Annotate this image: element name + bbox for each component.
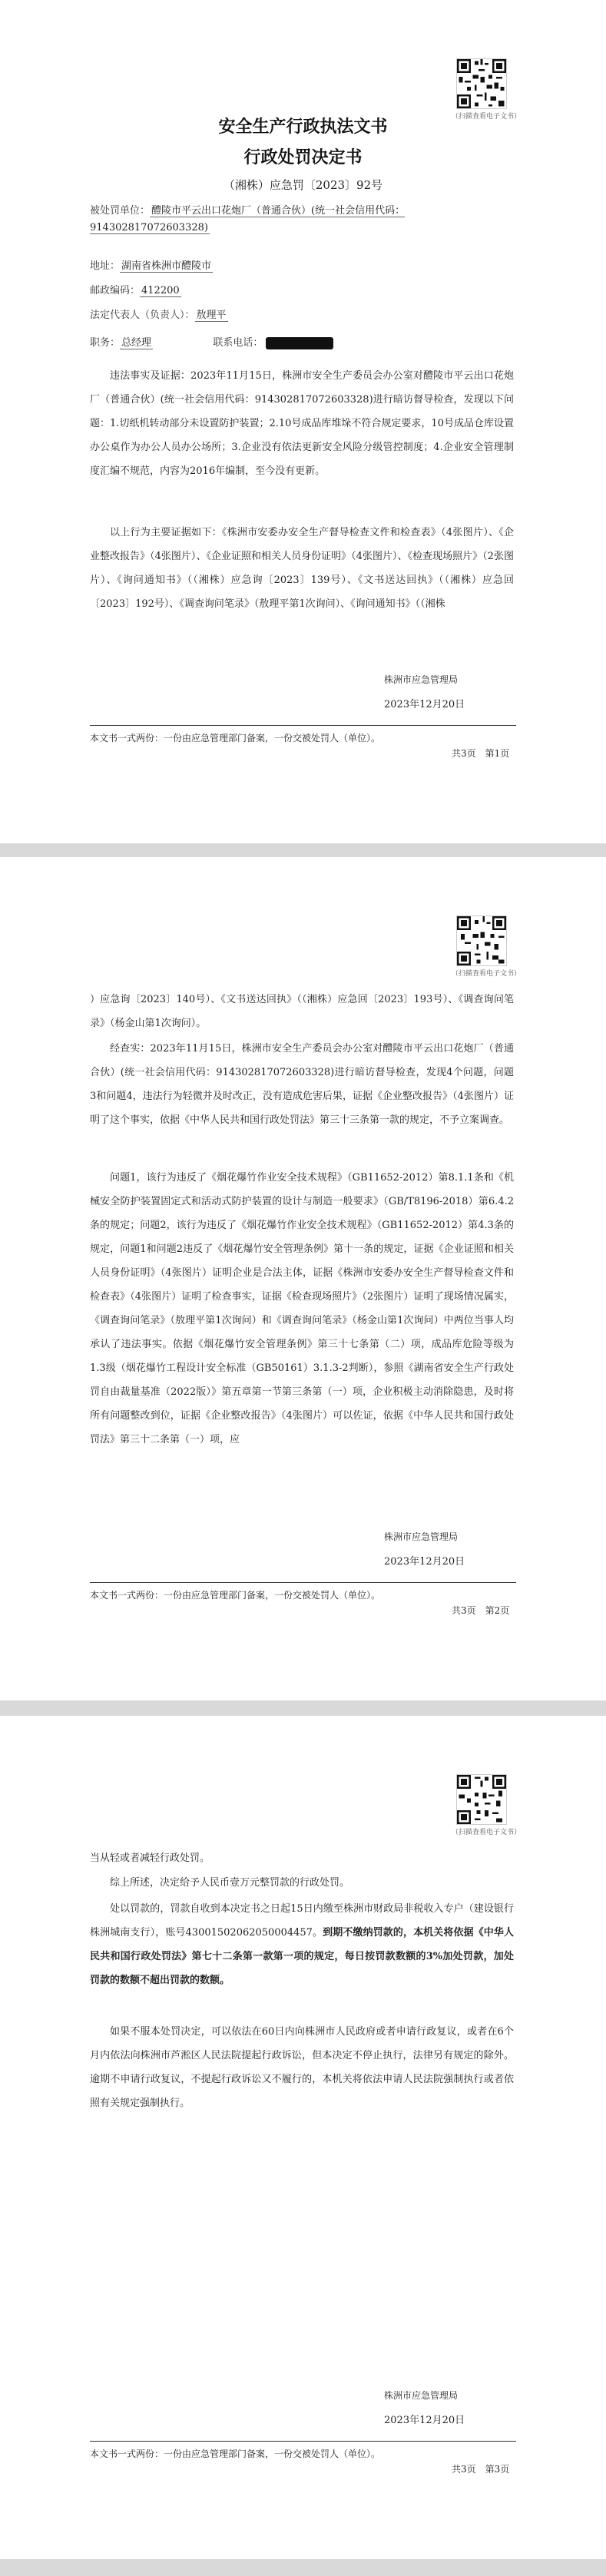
postcode-field [90, 283, 516, 300]
page-indicator: 共3页 第3页 [452, 2464, 510, 2475]
postcode-value: 412200 [141, 285, 180, 296]
qr-code-icon [456, 916, 507, 966]
page-indicator: 共3页 第2页 [452, 1605, 510, 1616]
footer-divider [90, 2441, 516, 2442]
payment-instructions: 处以罚款的，罚款自收到本决定书之日起15日内缴至株洲市财政局非税收入专户（建设银行株洲城南支行），账号43001502062050004457。 [90, 1903, 514, 1939]
footer-divider [90, 1582, 516, 1583]
legal-rep-label: 法定代表人（负责人）： [90, 310, 195, 321]
signature-org: 株洲市应急管理局 [384, 2390, 459, 2401]
signature-org: 株洲市应急管理局 [384, 674, 459, 685]
party-value: 醴陵市平云出口花炮厂（普通合伙）(统一社会信用代码：914302817072603328) [90, 205, 406, 233]
document-page-1 [0, 0, 606, 843]
footer-note: 本文书一式两份：一份由应急管理部门备案，一份交被处罚人（单位）。 [90, 733, 381, 743]
postcode-label: 邮政编码： [90, 285, 141, 296]
qr-code-icon [456, 1774, 507, 1825]
document-title: 安全生产行政执法文书 [218, 118, 388, 137]
qr-caption: （扫描查看电子文书） [451, 970, 521, 978]
phone-label: 联系电话： [213, 337, 263, 349]
legal-rep-value: 敖理平 [196, 310, 227, 321]
footer-note: 本文书一式两份：一份由应急管理部门备案，一份交被处罚人（单位）。 [90, 2449, 381, 2459]
qr-code-icon [456, 58, 507, 109]
appeal-paragraph: 如果不服本处罚决定，可以依法在60日内向株洲市人民政府或者申请行政复议，或者在6个月内依法向株洲市芦淞区人民法院提起行政诉讼，但本决定不停止执行，法律另有规定的除外。逾期不申请行政复议，不提起行政诉讼又不履行的，本机关将依法申请人民法院强制执行或者依照有关规定强制执行。 [90, 2026, 514, 2109]
document-subtitle: 行政处罚决定书 [243, 148, 363, 167]
document-number: （湘株）应急罚〔2023〕92号 [223, 178, 383, 192]
qr-caption: （扫描查看电子文书） [451, 113, 521, 121]
document-page-2 [0, 857, 606, 1700]
legal-rep-field [90, 307, 516, 324]
signature-date: 2023年12月20日 [384, 699, 465, 710]
position-label: 职务： [90, 337, 121, 349]
late-payment-penalty: 到期不缴纳罚款的，本机关将依据《中华人民共和国行政处罚法》第七十二条第一款第一项的规定，每日按罚款数额的3%加处罚款，加处罚款的数额不超出罚款的数额。 [90, 1927, 514, 1986]
party-field [90, 203, 516, 237]
footer-divider [90, 725, 516, 726]
findings-paragraph: 经查实：2023年11月15日，株洲市安全生产委员会办公室对醴陵市平云出口花炮厂（普通合伙）(统一社会信用代码：914302817072603328)进行暗访督导检查，发现4个问题，问题3和问题4，违法行为轻微并及时改正，没有造成危害后果，证据《企业整改报告》（4张图片）证明了这个事实，依据《中华人民共和国行政处罚法》第三十三条第一款的规定，不予立案调查。 [90, 1043, 514, 1126]
position-phone-field [90, 335, 516, 352]
party-label: 被处罚单位： [90, 205, 151, 217]
signature-date: 2023年12月20日 [384, 2415, 465, 2426]
facts-paragraph: 违法事实及证据：2023年11月15日，株洲市安全生产委员会办公室对醴陵市平云出口花炮厂（普通合伙）(统一社会信用代码：914302817072603328)进行暗访督导检查，发现以下问题：1.切纸机转动部分未设置防护装置；2.10号成品库堆垛不符合规定要求，10号成品仓库设置办公桌作为办公人员办公场所；3.企业没有依法更新安全风险分级管控制度；4.企业安全管理制度汇编不规范，内容为2016年编制，至今没有更新。 [90, 370, 514, 477]
payment-paragraph [90, 1897, 514, 1992]
decision-paragraph: 综上所述，决定给予人民币壹万元整罚款的行政处罚。 [110, 1877, 350, 1889]
address-field [90, 258, 516, 275]
position-value: 总经理 [121, 337, 152, 349]
address-label: 地址： [90, 260, 121, 272]
address-value: 湖南省株洲市醴陵市 [121, 260, 212, 272]
violations-paragraph: 问题1，该行为违反了《烟花爆竹作业安全技术规程》（GB11652-2012）第8.1.1条和《机械安全防护装置固定式和活动式防护装置的设计与制造一般要求》（GB/T8196-2018）第6.4.2条的规定；问题2，该行为违反了《烟花爆竹作业安全技术规程》（GB11652-2012）第4.3条的规定，问题1和问题2违反了《烟花爆竹安全管理条例》第十一条的规定，证据《企业证照和相关人员身份证明》（4张图片）证明企业是合法主体，证据《株洲市安委办安全生产督导检查文件和检查表》（4张图片）证明了检查事实，证据《检查现场照片》（2张图片）证明了现场情况属实，《调查询问笔录》（敖理平第1次询问）和《调查询问笔录》（杨金山第1次询问）中两位当事人均承认了违法事实。依据《烟花爆竹安全管理条例》第三十七条第（二）项，成品库危险等级为1.3级（烟花爆竹工程设计安全标准（GB50161）3.1.3-2判断），参照《湖南省安全生产行政处罚自由裁量基准（2022版）》第五章第一节第三条第（一）项，企业积极主动消除隐患，及时将所有问题整改到位，证据《企业整改报告》（4张图片）可以佐证，依据《中华人民共和国行政处罚法》第三十二条第（一）项，应 [90, 1172, 514, 1445]
signature-date: 2023年12月20日 [384, 1556, 465, 1568]
evidence-continued-paragraph: ）应急询〔2023〕140号）、《文书送达回执》（（湘株）应急回〔2023〕193号）、《调查询问笔录》（杨金山第1次询问）。 [90, 994, 514, 1029]
signature-org: 株洲市应急管理局 [384, 1531, 459, 1542]
redacted-phone [266, 337, 333, 349]
document-page-3 [0, 1716, 606, 2559]
page-indicator: 共3页 第1页 [452, 748, 510, 759]
footer-note: 本文书一式两份：一份由应急管理部门备案，一份交被处罚人（单位）。 [90, 1590, 381, 1601]
evidence-paragraph: 以上行为主要证据如下：《株洲市安委办安全生产督导检查文件和检查表》（4张图片）、《企业整改报告》（4张图片）、《企业证照和相关人员身份证明》（4张图片）、《检查现场照片》（2张图片）、《询问通知书》（（湘株）应急询〔2023〕139号）、《文书送达回执》（（湘株）应急回〔2023〕192号）、《调查询问笔录》（敖理平第1次询问）、《询问通知书》（（湘株 [90, 527, 514, 610]
mitigation-paragraph: 当从轻或者减轻行政处罚。 [90, 1853, 210, 1864]
qr-caption: （扫描查看电子文书） [451, 1829, 521, 1836]
